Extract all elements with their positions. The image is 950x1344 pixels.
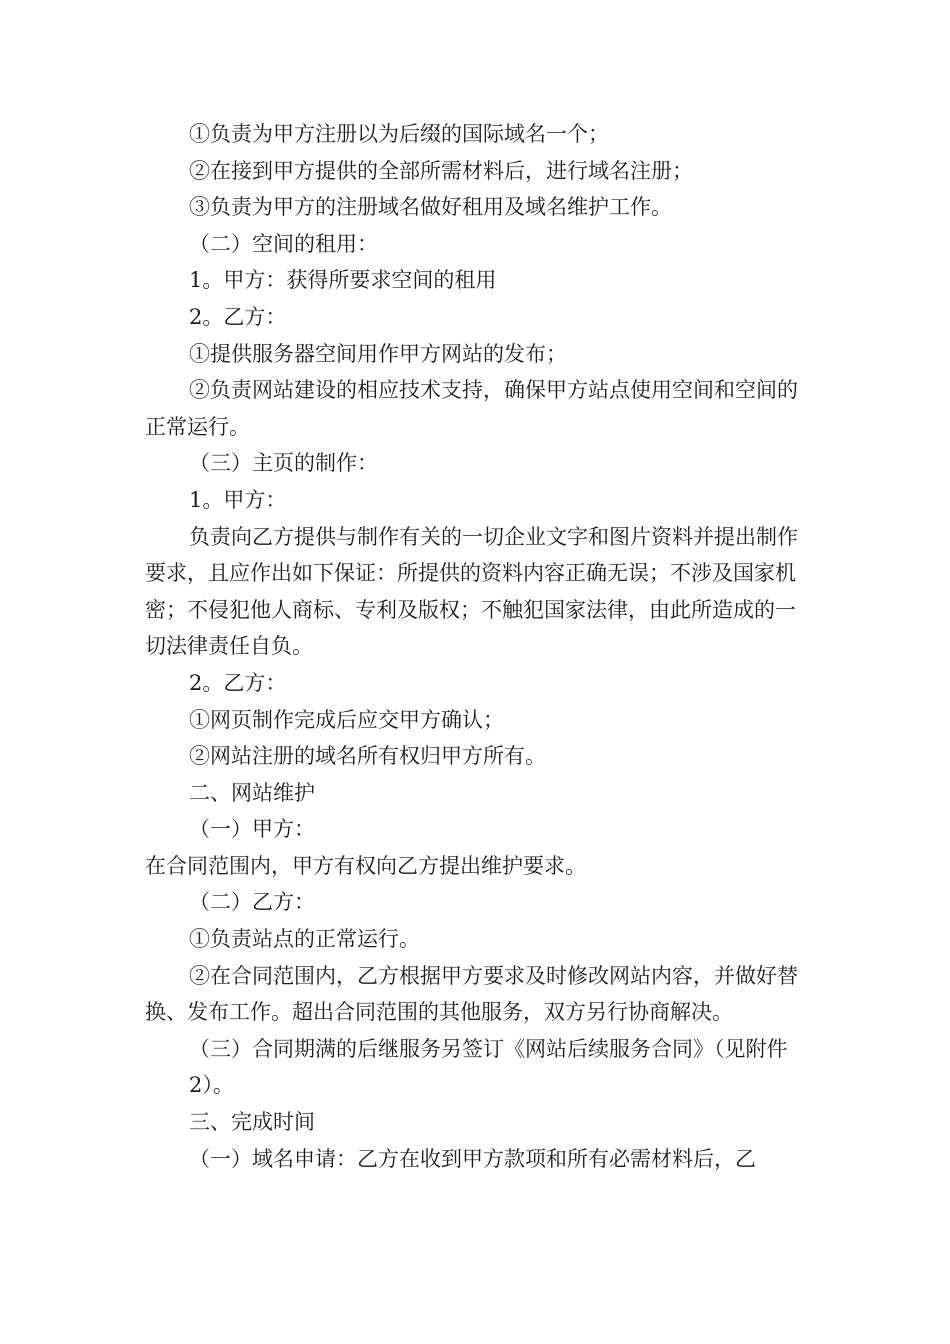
paragraph-item-7: ①提供服务器空间用作甲方网站的发布； — [189, 341, 567, 366]
paragraph-item-11: 负责向乙方提供与制作有关的一切企业文字和图片资料并提出制作要求，且应作出如下保证：所提供的资料内容正确无误；不涉及国家机密；不侵犯他人商标、专利及版权；不触犯国家法律，由此所造成的一切法律责任自负。 — [145, 524, 798, 659]
paragraph-item-6: 2。乙方： — [189, 304, 287, 329]
paragraph-item-10: 1。甲方： — [189, 487, 287, 512]
paragraph-item-21: （三）合同期满的后继服务另签订《网站后续服务合同》（见附件 — [189, 1036, 788, 1061]
section-heading-homepage: （三）主页的制作： — [189, 451, 378, 476]
paragraph-item-2: ②在接到甲方提供的全部所需材料后，进行域名注册； — [189, 158, 693, 183]
section-heading-maintenance: 二、网站维护 — [189, 780, 315, 805]
paragraph-item-19: ①负责站点的正常运行。 — [189, 927, 420, 952]
section-heading-space-rental: （二）空间的租用： — [189, 231, 378, 256]
paragraph-item-12: 2。乙方： — [189, 670, 287, 695]
paragraph-item-8: ②负责网站建设的相应技术支持，确保甲方站点使用空间和空间的正常运行。 — [145, 378, 798, 439]
paragraph-item-5: 1。甲方：获得所要求空间的租用 — [189, 268, 497, 293]
paragraph-item-16: （一）甲方： — [189, 817, 315, 842]
paragraph-item-22: 2）。 — [189, 1073, 234, 1098]
document-body — [145, 116, 810, 1177]
section-heading-completion-time: 三、完成时间 — [189, 1110, 315, 1135]
paragraph-item-18: （二）乙方： — [189, 890, 315, 915]
paragraph-item-1: ①负责为甲方注册以为后缀的国际域名一个； — [189, 122, 609, 146]
paragraph-item-14: ②网站注册的域名所有权归甲方所有。 — [189, 744, 546, 769]
paragraph-item-17: 在合同范围内，甲方有权向乙方提出维护要求。 — [145, 853, 586, 878]
paragraph-item-3: ③负责为甲方的注册域名做好租用及域名维护工作。 — [189, 195, 672, 220]
paragraph-item-13: ①网页制作完成后应交甲方确认； — [189, 707, 504, 732]
paragraph-item-20: ②在合同范围内，乙方根据甲方要求及时修改网站内容，并做好替换、发布工作。超出合同范围的其他服务，双方另行协商解决。 — [145, 963, 798, 1025]
paragraph-item-24: （一）域名申请：乙方在收到甲方款项和所有必需材料后，乙 — [189, 1146, 756, 1171]
